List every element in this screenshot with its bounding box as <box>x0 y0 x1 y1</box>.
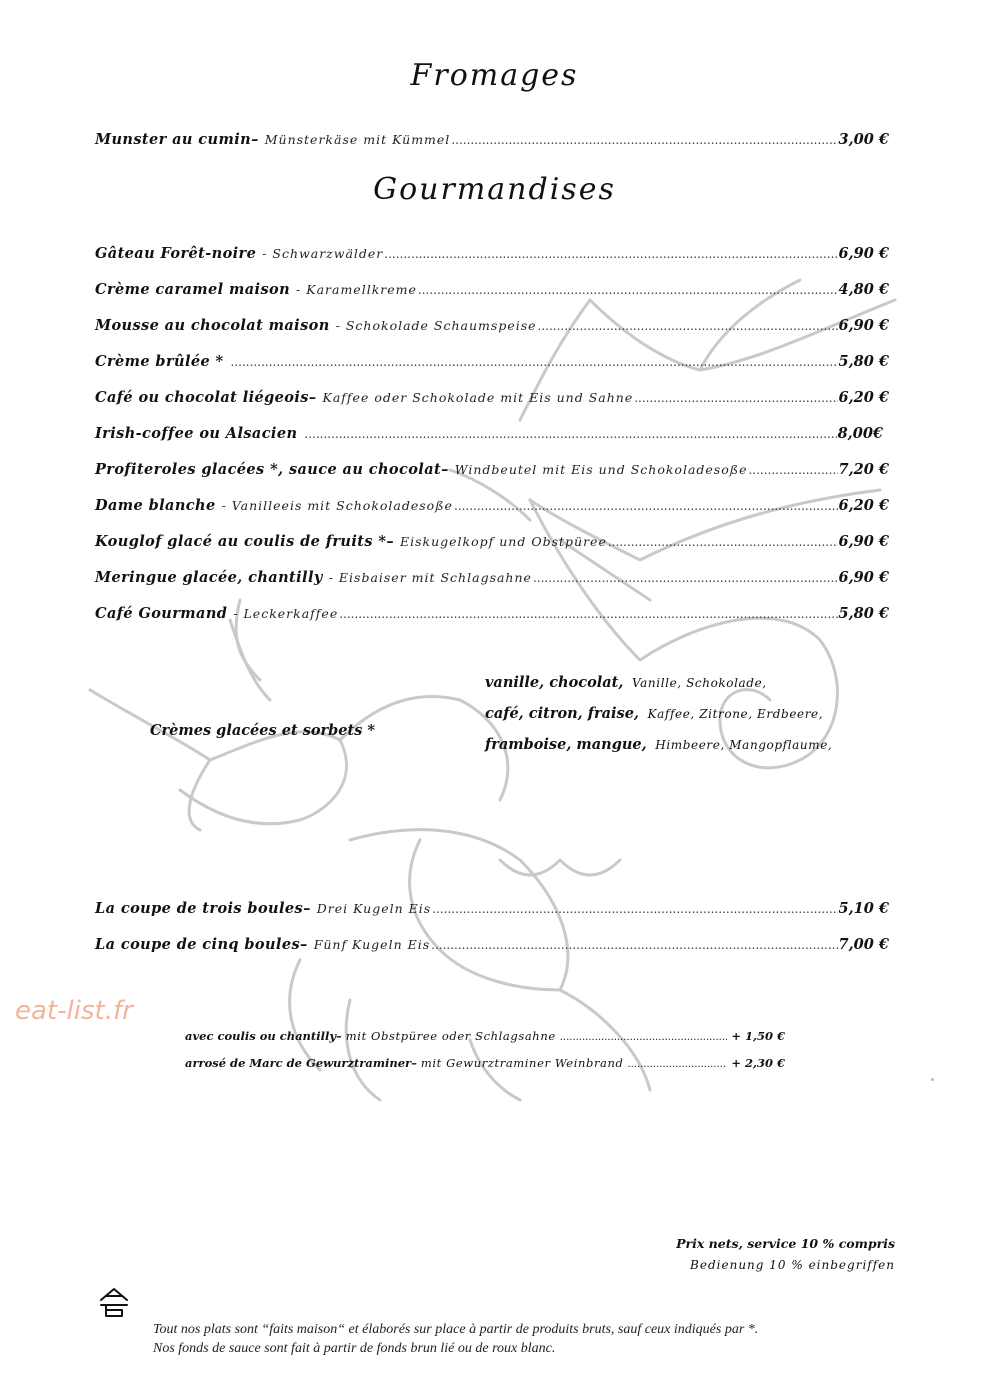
supplement-item <box>185 1029 785 1047</box>
supplement-de: mit Gewurztraminer Weinbrand <box>420 1056 624 1070</box>
item-name-de: Fünf Kugeln Eis <box>313 937 431 952</box>
item-name-fr: Gâteau Forêt-noire <box>95 245 257 262</box>
item-name-fr: Munster au cumin <box>95 131 252 148</box>
dot-leader <box>454 499 838 513</box>
dot-leader <box>627 1059 727 1070</box>
item-price: 7,20 € <box>838 461 889 478</box>
item-separator: – <box>386 533 394 550</box>
menu-item <box>95 353 889 375</box>
item-name-de: Münsterkäse mit Kümmel <box>264 132 451 147</box>
item-separator: – <box>251 131 259 148</box>
item-name-fr: Mousse au chocolat maison <box>95 317 330 334</box>
item-name-de: - Eisbaiser mit Schlagsahne <box>328 570 532 585</box>
menu-item <box>95 497 889 519</box>
dot-leader <box>384 247 837 261</box>
dot-leader <box>231 355 838 369</box>
dot-leader <box>339 607 837 621</box>
item-name-fr: Meringue glacée, chantilly <box>95 569 323 586</box>
item-price: 6,20 € <box>838 497 889 514</box>
item-price: 6,90 € <box>838 569 889 586</box>
flavor-line <box>485 736 832 753</box>
item-name-fr: Kouglof glacé au coulis de fruits * <box>95 533 387 550</box>
item-name-de: - Karamellkreme <box>296 282 417 297</box>
watermark: eat-list.fr <box>15 996 133 1026</box>
item-price: 4,80 € <box>838 281 889 298</box>
dot-leader <box>560 1032 728 1043</box>
menu-item <box>95 281 889 303</box>
menu-item <box>95 605 889 627</box>
fait-maison-logo-icon <box>97 1286 131 1318</box>
dot-leader <box>538 319 838 333</box>
item-name-fr: La coupe de trois boules <box>95 900 304 917</box>
item-price: 5,10 € <box>838 900 889 917</box>
footnote-line: Tout nos plats sont “faits maison“ et élaborés sur place à partir de produits bruts, sauf ceux indiqués par *. <box>153 1322 759 1337</box>
item-separator: – <box>303 900 311 917</box>
menu-item <box>95 245 889 267</box>
flavor-de: Himbeere, Mangopflaume, <box>655 738 833 752</box>
item-name-de: Eiskugelkopf und Obstpüree <box>400 534 607 549</box>
pricing-note-de: Bedienung 10 % einbegriffen <box>690 1258 895 1272</box>
menu-item <box>95 569 889 591</box>
flavor-de: Vanille, Schokolade, <box>632 676 767 690</box>
item-separator: – <box>441 461 449 478</box>
flavor-fr: vanille, chocolat, <box>485 674 624 691</box>
menu-item <box>95 461 889 483</box>
flavor-line <box>485 705 823 722</box>
dot-leader <box>418 283 838 297</box>
supplement-fr: avec coulis ou chantilly <box>185 1029 337 1043</box>
section-title-fromages: Fromages <box>410 58 579 93</box>
item-price: 6,90 € <box>838 245 889 262</box>
supplement-item <box>185 1056 785 1074</box>
item-separator: – <box>300 936 308 953</box>
item-name-fr: Crème caramel maison <box>95 281 291 298</box>
item-name-de: - Vanilleeis mit Schokoladesoße <box>221 498 453 513</box>
dot-leader <box>608 535 838 549</box>
item-price: 7,00 € <box>838 936 889 953</box>
item-price: 6,90 € <box>838 317 889 334</box>
item-name-de: - Schwarzwälder <box>262 246 384 261</box>
item-price: 5,80 € <box>838 605 889 622</box>
item-name-fr: La coupe de cinq boules <box>95 936 301 953</box>
menu-item-munster <box>95 131 889 153</box>
menu-item-coupe <box>95 936 889 958</box>
item-name-de: Windbeutel mit Eis und Schokoladesoße <box>454 462 748 477</box>
speck <box>931 1078 934 1081</box>
dot-leader <box>432 902 837 916</box>
item-price: 5,80 € <box>838 353 889 370</box>
item-name-fr: Profiteroles glacées *, sauce au chocolat <box>95 461 442 478</box>
dot-leader <box>304 427 836 441</box>
dot-leader <box>634 391 837 405</box>
supplement-price: + 2,30 € <box>731 1056 785 1070</box>
supplement-price: + 1,50 € <box>731 1029 785 1043</box>
menu-item <box>95 389 889 411</box>
item-name-fr: Dame blanche <box>95 497 216 514</box>
supplement-separator: – <box>336 1029 342 1043</box>
item-price: 6,20 € <box>838 389 889 406</box>
item-name-de: Kaffee oder Schokolade mit Eis und Sahne <box>322 390 634 405</box>
flavor-fr: framboise, mangue, <box>485 736 647 753</box>
item-name-fr: Café ou chocolat liégeois <box>95 389 309 406</box>
item-name-fr: Café Gourmand <box>95 605 228 622</box>
footnote-line: Nos fonds de sauce sont fait à partir de fonds brun lié ou de roux blanc. <box>153 1341 556 1356</box>
flavor-fr: café, citron, fraise, <box>485 705 639 722</box>
item-price: 6,90 € <box>838 533 889 550</box>
item-name-de: Drei Kugeln Eis <box>316 901 432 916</box>
item-price: 3,00 € <box>838 131 889 148</box>
flavor-line <box>485 674 767 691</box>
item-separator: – <box>308 389 317 406</box>
cremes-glacees-label: Crèmes glacées et sorbets * <box>150 722 376 739</box>
supplement-fr: arrosé de Marc de Gewurztraminer <box>185 1056 412 1070</box>
dot-leader <box>451 133 837 147</box>
section-title-gourmandises: Gourmandises <box>373 172 616 207</box>
menu-item-coupe <box>95 900 889 922</box>
item-name-de: - Leckerkaffee <box>233 606 339 621</box>
menu-item <box>95 533 889 555</box>
menu-item <box>95 317 889 339</box>
item-price: 8,00€ <box>837 425 883 442</box>
flavor-de: Kaffee, Zitrone, Erdbeere, <box>647 707 824 721</box>
dot-leader <box>431 938 837 952</box>
menu-item <box>95 425 889 447</box>
item-name-de: - Schokolade Schaumspeise <box>335 318 537 333</box>
item-name-fr: Irish-coffee ou Alsacien <box>95 425 298 442</box>
supplement-de: mit Obstpüree oder Schlagsahne <box>345 1029 556 1043</box>
pricing-note-fr: Prix nets, service 10 % compris <box>676 1236 895 1251</box>
item-name-fr: Crème brûlée * <box>95 353 224 370</box>
dot-leader <box>533 571 838 585</box>
supplement-separator: – <box>411 1056 417 1070</box>
dot-leader <box>748 463 837 477</box>
